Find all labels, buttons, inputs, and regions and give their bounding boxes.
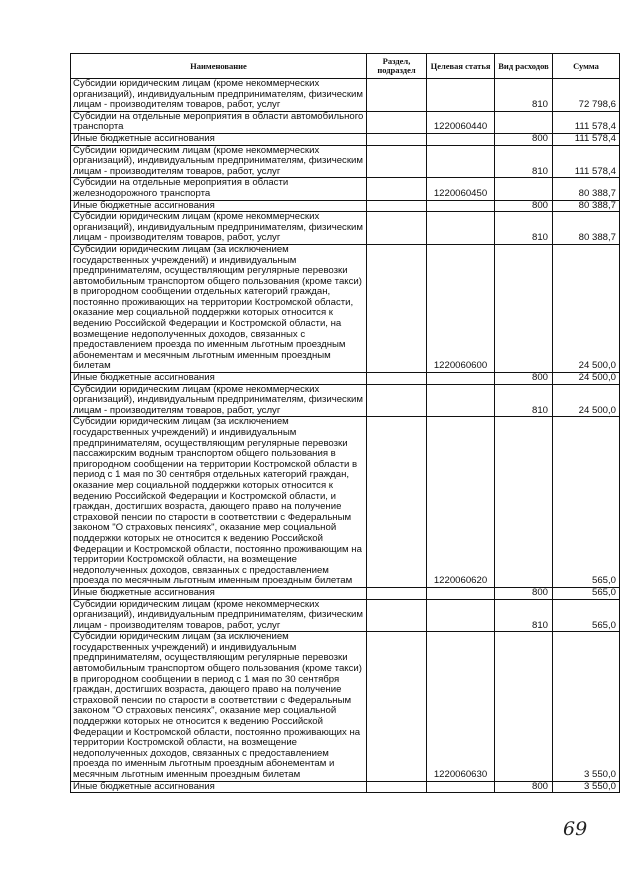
cell-section xyxy=(367,178,427,200)
table-row xyxy=(71,111,620,133)
cell-section xyxy=(367,200,427,212)
cell-sum: 565,0 xyxy=(553,599,620,632)
cell-section xyxy=(367,244,427,372)
header-target: Целевая статья xyxy=(427,54,495,79)
cell-section xyxy=(367,781,427,793)
table-row xyxy=(71,178,620,200)
cell-sum: 80 388,7 xyxy=(553,178,620,200)
cell-name: Субсидии на отдельные мероприятия в области автомобильного транспорта xyxy=(71,111,367,133)
cell-section xyxy=(367,599,427,632)
cell-name: Субсидии юридическим лицам (кроме некоммерческих организаций), индивидуальным предпринимателям, физическим лицам - производителям товаров, работ, услуг xyxy=(71,599,367,632)
header-sum: Сумма xyxy=(553,54,620,79)
table-row xyxy=(71,145,620,178)
cell-target xyxy=(427,587,495,599)
cell-sum: 80 388,7 xyxy=(553,212,620,245)
cell-section xyxy=(367,111,427,133)
cell-name: Субсидии юридическим лицам (за исключением государственных учреждений) и индивидуальным предпринимателям, осуществляющим регулярные перевозки автомобильным транспортом общего пользования (кроме такси) в пригородном сообщении в период с 1 мая по 30 сентября граждан, достигших возраста, дающего право на получение страховой пенсии по старости в соответствии с Федеральным законом "О страховых пенсиях", оказание мер социальной поддержки которых не относится к ведению Российской Федерации и Костромской области, постоянно проживающих на территории Костромской области, на возмещение недополученных доходов, связанных с предоставлением проезда по именным льготным проездным абонементам и месячным льготным именным проездным билетам xyxy=(71,632,367,781)
table-header-row xyxy=(71,54,620,79)
cell-section xyxy=(367,587,427,599)
cell-name: Субсидии юридическим лицам (кроме некоммерческих организаций), индивидуальным предпринимателям, физическим лицам - производителям товаров, работ, услуг xyxy=(71,384,367,417)
cell-target: 1220060630 xyxy=(427,632,495,781)
cell-sum: 111 578,4 xyxy=(553,145,620,178)
cell-kind: 800 xyxy=(495,133,553,145)
cell-kind xyxy=(495,417,553,588)
cell-kind xyxy=(495,244,553,372)
cell-sum: 72 798,6 xyxy=(553,79,620,112)
cell-kind: 810 xyxy=(495,79,553,112)
cell-name: Субсидии юридическим лицам (кроме некоммерческих организаций), индивидуальным предпринимателям, физическим лицам - производителям товаров, работ, услуг xyxy=(71,145,367,178)
table-row xyxy=(71,200,620,212)
cell-sum: 111 578,4 xyxy=(553,111,620,133)
cell-kind: 810 xyxy=(495,145,553,178)
budget-table xyxy=(70,53,620,793)
cell-section xyxy=(367,632,427,781)
cell-target: 1220060440 xyxy=(427,111,495,133)
header-section: Раздел, подраздел xyxy=(367,54,427,79)
cell-kind xyxy=(495,111,553,133)
cell-name: Субсидии юридическим лицам (за исключением государственных учреждений) и индивидуальным предпринимателям, осуществляющим регулярные перевозки автомобильным транспортом общего пользования (кроме такси) в пригородном сообщении отдельных категорий граждан, постоянно проживающих на территории Костромской области, оказание мер социальной поддержки которых относится к ведению Российской Федерации и Костромской области, на возмещение недополученных доходов, связанных с предоставлением проезда по именным льготным проездным абонементам и месячным льготным именным проездным билетам xyxy=(71,244,367,372)
table-row xyxy=(71,632,620,781)
cell-section xyxy=(367,133,427,145)
cell-sum: 111 578,4 xyxy=(553,133,620,145)
cell-target xyxy=(427,79,495,112)
cell-name: Иные бюджетные ассигнования xyxy=(71,587,367,599)
cell-target xyxy=(427,373,495,385)
cell-sum: 24 500,0 xyxy=(553,244,620,372)
cell-sum: 565,0 xyxy=(553,587,620,599)
cell-name: Субсидии юридическим лицам (кроме некоммерческих организаций), индивидуальным предпринимателям, физическим лицам - производителям товаров, работ, услуг xyxy=(71,79,367,112)
cell-target xyxy=(427,200,495,212)
table-row xyxy=(71,599,620,632)
cell-kind: 800 xyxy=(495,587,553,599)
budget-table-container xyxy=(70,53,619,793)
cell-kind: 810 xyxy=(495,599,553,632)
cell-section xyxy=(367,145,427,178)
cell-target xyxy=(427,145,495,178)
cell-name: Субсидии юридическим лицам (за исключением государственных учреждений) и индивидуальным предпринимателям, осуществляющим регулярные перевозки пассажирским водным транспортом общего пользования в пригородном сообщении на территории Костромской области в период с 1 мая по 30 сентября отдельных категорий граждан, оказание мер социальной поддержки которых относится к ведению Российской Федерации и Костромской области, и граждан, достигших возраста, дающего право на получение страховой пенсии по старости в соответствии с Федеральным законом "О страховых пенсиях", оказание мер социальной поддержки которых не относится к ведению Российской Федерации и Костромской области, постоянно проживающим на территории Костромской области, на возмещение недополученных доходов, связанных с предоставлением проезда по месячным льготным именным проездным билетам xyxy=(71,417,367,588)
cell-section xyxy=(367,212,427,245)
cell-target: 1220060600 xyxy=(427,244,495,372)
cell-kind xyxy=(495,632,553,781)
cell-section xyxy=(367,79,427,112)
cell-section xyxy=(367,373,427,385)
cell-kind: 810 xyxy=(495,212,553,245)
cell-name: Иные бюджетные ассигнования xyxy=(71,200,367,212)
cell-kind: 810 xyxy=(495,384,553,417)
cell-sum: 3 550,0 xyxy=(553,781,620,793)
header-kind: Вид расходов xyxy=(495,54,553,79)
table-row xyxy=(71,384,620,417)
table-row xyxy=(71,212,620,245)
table-row xyxy=(71,133,620,145)
cell-target xyxy=(427,781,495,793)
cell-sum: 565,0 xyxy=(553,417,620,588)
cell-target xyxy=(427,599,495,632)
cell-section xyxy=(367,384,427,417)
cell-kind xyxy=(495,178,553,200)
table-row xyxy=(71,79,620,112)
cell-kind: 800 xyxy=(495,781,553,793)
table-row xyxy=(71,373,620,385)
header-name: Наименование xyxy=(71,54,367,79)
cell-name: Иные бюджетные ассигнования xyxy=(71,133,367,145)
table-row xyxy=(71,587,620,599)
cell-name: Субсидии юридическим лицам (кроме некоммерческих организаций), индивидуальным предпринимателям, физическим лицам - производителям товаров, работ, услуг xyxy=(71,212,367,245)
cell-kind: 800 xyxy=(495,373,553,385)
cell-name: Иные бюджетные ассигнования xyxy=(71,781,367,793)
cell-name: Иные бюджетные ассигнования xyxy=(71,373,367,385)
table-row xyxy=(71,417,620,588)
cell-target: 1220060450 xyxy=(427,178,495,200)
cell-target xyxy=(427,133,495,145)
page-number: 69 xyxy=(563,818,588,840)
cell-target: 1220060620 xyxy=(427,417,495,588)
cell-kind: 800 xyxy=(495,200,553,212)
cell-name: Субсидии на отдельные мероприятия в области железнодорожного транспорта xyxy=(71,178,367,200)
cell-sum: 24 500,0 xyxy=(553,373,620,385)
cell-target xyxy=(427,384,495,417)
table-row xyxy=(71,244,620,372)
cell-section xyxy=(367,417,427,588)
cell-sum: 24 500,0 xyxy=(553,384,620,417)
cell-sum: 3 550,0 xyxy=(553,632,620,781)
cell-target xyxy=(427,212,495,245)
table-row xyxy=(71,781,620,793)
cell-sum: 80 388,7 xyxy=(553,200,620,212)
